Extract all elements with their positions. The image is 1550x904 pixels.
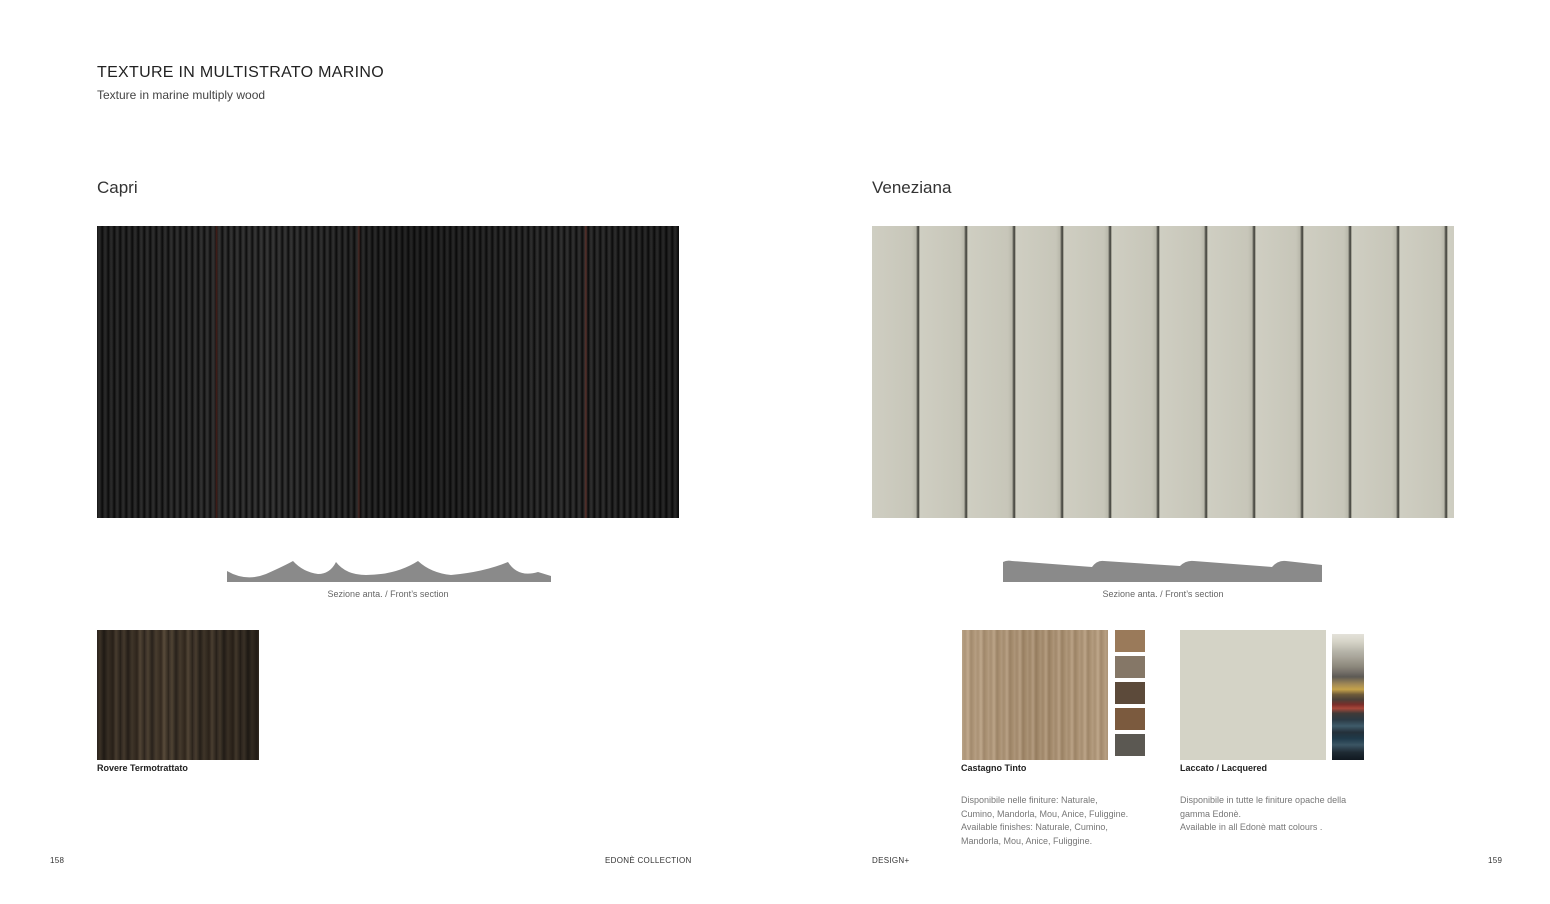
capri-section-profile: [226, 558, 552, 584]
brand-label: DESIGN+: [872, 856, 910, 865]
laccato-lacquered-label: Laccato / Lacquered: [1180, 763, 1268, 773]
capri-texture-image: [97, 226, 679, 518]
capri-title: Capri: [97, 178, 138, 197]
finish-strip-naturale: [1115, 630, 1145, 652]
veneziana-texture-image: [872, 226, 1454, 518]
castagno-finish-strips: [1115, 630, 1147, 760]
castagno-availability-note: Disponibile nelle finiture: Naturale, Cumino, Mandorla, Mou, Anice, Fuliggine. Available finishes: Naturale, Cumino, Mandorla, Mou, Anice, Fuliggine.: [961, 795, 1129, 846]
rovere-termotrattato-swatch: [97, 630, 259, 760]
page-number-left: 158: [50, 856, 65, 865]
page-number-right: 159: [1488, 856, 1503, 865]
castagno-tinto-label: Castagno Tinto: [961, 763, 1027, 773]
veneziana-section-profile: [1002, 558, 1324, 584]
laccato-colour-range-strip: [1332, 634, 1364, 760]
castagno-tinto-swatch: [962, 630, 1108, 760]
finish-strip-mou: [1115, 708, 1145, 730]
finish-strip-fuliggine: [1115, 734, 1145, 756]
rovere-termotrattato-label: Rovere Termotrattato: [97, 763, 188, 773]
laccato-availability-note: Disponibile in tutte le finiture opache della gamma Edonè. Available in all Edonè matt colours .: [1180, 795, 1347, 833]
capri-section-caption: Sezione anta. / Front’s section: [327, 589, 449, 599]
laccato-swatch: [1180, 630, 1326, 760]
finish-strip-cumino: [1115, 656, 1145, 678]
finish-strip-mandorla: [1115, 682, 1145, 704]
veneziana-section-caption: Sezione anta. / Front’s section: [1102, 589, 1224, 599]
veneziana-title: Veneziana: [872, 178, 952, 197]
collection-name: EDONÈ COLLECTION: [605, 856, 692, 865]
page-subtitle: Texture in marine multiply wood: [97, 88, 266, 102]
page-title: TEXTURE IN MULTISTRATO MARINO: [97, 64, 384, 81]
